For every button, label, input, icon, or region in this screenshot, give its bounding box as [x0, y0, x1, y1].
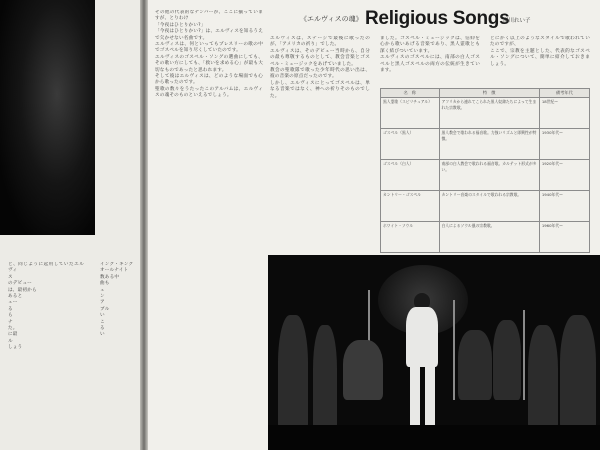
paragraph: た。 — [8, 326, 18, 332]
left-text-column-a — [8, 262, 84, 448]
table-header-era: 備考年代 — [539, 89, 589, 98]
paragraph: ここで、宗教を主題とした、代表的なゴスペル・ソングについて、簡単に紹介しておきましょう。 — [490, 48, 590, 67]
table-cell: アフリカから連れてこられた黒人奴隷たちによって生まれた宗教歌。 — [439, 98, 539, 129]
paragraph: そして彼はエルヴィスは、どのような場面でも心から歌ったのです。 — [155, 74, 263, 86]
paragraph: のデビュー — [8, 281, 32, 287]
paragraph: エルヴィスのゴスペル・ソングの選曲にしても、その歌い方にしても、「救いを求める心」が最も大切なものであったと思われます。 — [155, 54, 263, 73]
paragraph: る — [8, 306, 13, 312]
paragraph: ュー — [8, 300, 18, 306]
paragraph: 「今夜はひとりかい?」 — [155, 22, 206, 28]
article-column-2 — [270, 36, 370, 250]
page-gutter — [140, 0, 148, 450]
table-header-name: 名 称 — [381, 89, 440, 98]
paragraph: 「今夜はひとりかい?」は、エルヴィスを知るうえで欠かせない名曲です。 — [155, 29, 263, 41]
paragraph: 曲も — [100, 281, 110, 287]
left-portrait-photo — [0, 0, 95, 235]
paragraph: ン — [100, 294, 105, 300]
paragraph: とにかく以上のようなスタイルで歌われていたのですが、 — [490, 36, 590, 48]
author-name: 湯川れい子 — [503, 18, 531, 24]
table-cell: 1920年代〜 — [539, 160, 589, 191]
left-text-column-b — [100, 262, 136, 448]
table-header-row — [381, 89, 590, 98]
title-english: Religious Songs — [365, 8, 510, 29]
paragraph: ました。ゴスペル・ミュージックは、信仰を心から歌いあげる音楽であり、黒人霊歌とも深く結びついています。 — [380, 36, 480, 54]
paragraph: しょう — [8, 345, 23, 351]
paragraph: 教会の聖歌隊で歌った少年時代の思い出は、彼の音楽の原点だったのです。 — [270, 68, 370, 80]
paragraph: オールナイト — [100, 268, 129, 274]
paragraph: に最 — [8, 332, 18, 338]
paragraph: ブル — [100, 306, 110, 312]
table-cell: 黒人教会で歌われる福音歌。力強いリズムと即興性が特徴。 — [439, 129, 539, 160]
paragraph: エルヴィスは、ステージで最後に歌ったのが、「アメリカの祈り」でした。 — [270, 36, 370, 48]
table-cell: ゴスペル（黒人） — [381, 129, 440, 160]
article-column-4 — [490, 36, 590, 84]
paragraph: 数ある中 — [100, 274, 120, 280]
paragraph: その他の代表的なナンバーが、ここに揃っていますが、とりわけ — [155, 10, 263, 22]
table-cell: 1930年代〜 — [539, 129, 589, 160]
paragraph: ナ — [8, 319, 13, 325]
paragraph: ュ — [100, 287, 105, 293]
stage-photo — [268, 255, 600, 450]
paragraph: い — [100, 332, 105, 338]
paragraph: ル — [8, 338, 13, 344]
table-cell: 18世紀〜 — [539, 98, 589, 129]
table-header-feature: 特 徴 — [439, 89, 539, 98]
paragraph: る — [100, 326, 105, 332]
table-cell: ホワイト・ソウル — [381, 222, 440, 253]
table-row — [381, 129, 590, 160]
table-row — [381, 160, 590, 191]
left-page — [0, 0, 140, 450]
paragraph: ア — [100, 300, 105, 306]
paragraph: ス — [8, 274, 13, 280]
table-row — [381, 222, 590, 253]
paragraph: 聖歌の数々をうたったこのアルバムは、エルヴィスの魂そのものといえるでしょう。 — [155, 86, 263, 99]
paragraph: しかし、エルヴィスにとってゴスペルは、単なる音楽ではなく、神への祈りそのものでした。 — [270, 80, 370, 99]
gospel-types-table — [380, 88, 590, 253]
paragraph: エルヴィスのゴスペルには、南部の白人ゴスペルと黒人ゴスペルの両方の伝統が生きています。 — [380, 55, 480, 74]
paragraph: い — [100, 313, 105, 319]
paragraph: イング・キング — [100, 262, 134, 267]
paragraph: エルヴィスは、何といってもプレスリーの歌の中でゴスペルを知り尽くしていたのです。 — [155, 42, 263, 54]
paragraph: あると — [8, 294, 23, 300]
paragraph: ら — [8, 313, 13, 319]
table-cell: 1960年代〜 — [539, 222, 589, 253]
table-cell: ゴスペル（白人） — [381, 160, 440, 191]
table-cell: 黒人霊歌（スピリチュアル） — [381, 98, 440, 129]
paragraph: こ — [100, 319, 105, 325]
table-cell: 白人によるソウル風の宗教歌。 — [439, 222, 539, 253]
paragraph: と、同じように起用していたエルヴィ — [8, 262, 84, 274]
article-column-1 — [155, 10, 263, 446]
paragraph: エルヴィスは、そのデビュー当時から、自分の最も尊敬するものとして、教会音楽とゴスペル・ミュージックをあげていました。 — [270, 48, 370, 67]
table-row — [381, 191, 590, 222]
paragraph: は、最初から — [8, 287, 37, 293]
article-column-3 — [380, 36, 480, 84]
table-cell: カントリー音楽のスタイルで歌われる宗教歌。 — [439, 191, 539, 222]
table-cell: カントリー・ゴスペル — [381, 191, 440, 222]
table-cell: 1940年代〜 — [539, 191, 589, 222]
table-cell: 南部の白人教会で歌われる福音歌。カルテット形式が多い。 — [439, 160, 539, 191]
table-row — [381, 98, 590, 129]
title-japanese: 《エルヴィスの魂》 — [300, 15, 363, 23]
